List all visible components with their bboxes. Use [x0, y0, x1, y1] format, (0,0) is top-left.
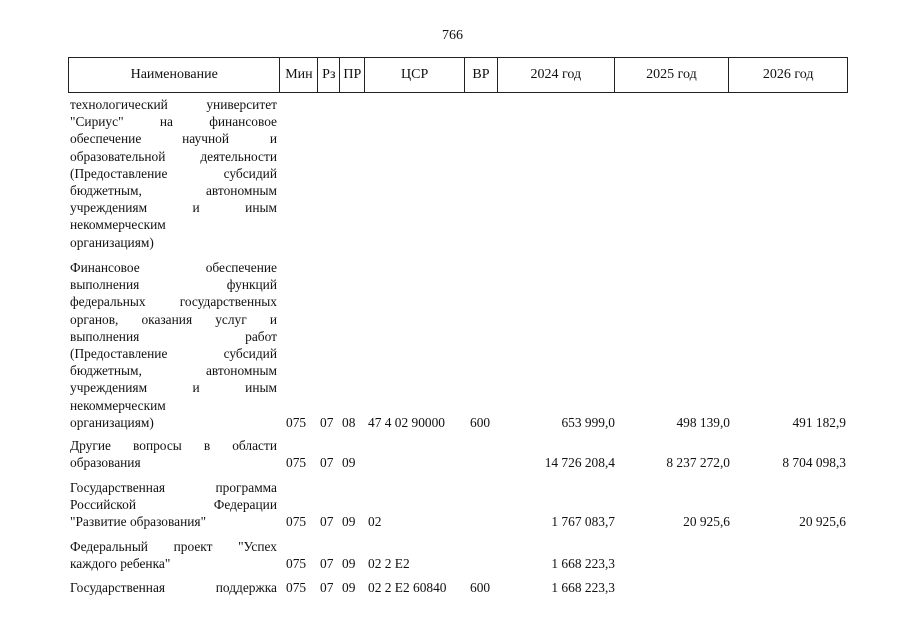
name-line: обеспечение научной и — [70, 131, 277, 147]
name-line: Государственная поддержка — [70, 580, 277, 595]
name-line: органов, оказания услуг и — [70, 311, 277, 327]
name-line: "Сириус" на финансовое — [70, 114, 277, 130]
cell-2025: 498 139,0 — [676, 414, 730, 430]
cell-csr: 02 2 Е2 — [368, 556, 410, 572]
cell-min: 075 — [286, 414, 307, 430]
name-line: федеральных государственных — [70, 294, 277, 310]
name-line: учреждениям и иным — [70, 200, 277, 216]
row-name — [70, 579, 277, 596]
header-pr: ПР — [340, 58, 365, 92]
name-line: учреждениям и иным — [70, 380, 277, 396]
name-line: организациям) — [70, 414, 154, 430]
header-rz: Рз — [318, 58, 340, 92]
header-2024: 2024 год — [498, 58, 615, 92]
header-2025: 2025 год — [615, 58, 730, 92]
cell-min: 075 — [286, 514, 307, 530]
name-line: образования — [70, 455, 141, 471]
row-name — [70, 259, 277, 431]
row-name — [70, 437, 277, 471]
cell-pr: 09 — [342, 580, 356, 595]
cell-min: 075 — [286, 556, 307, 572]
cell-min: 075 — [286, 580, 307, 595]
row-name — [70, 479, 277, 531]
header-min: Мин — [280, 58, 318, 92]
cell-pr: 09 — [342, 514, 356, 530]
name-line: Государственная программа — [70, 480, 277, 495]
name-line: (Предоставление субсидий — [70, 346, 277, 362]
cell-csr: 02 — [368, 514, 382, 530]
cell-pr: 09 — [342, 556, 356, 572]
header-name: Наименование — [69, 58, 280, 92]
cell-pr: 09 — [342, 455, 356, 471]
name-line: некоммерческим — [70, 397, 166, 413]
cell-vr: 600 — [470, 414, 491, 430]
cell-rz: 07 — [320, 556, 334, 572]
name-line: образовательной деятельности — [70, 148, 277, 164]
cell-pr: 08 — [342, 414, 356, 430]
cell-2024: 14 726 208,4 — [544, 455, 615, 471]
name-line: выполнения функций — [70, 277, 277, 293]
cell-rz: 07 — [320, 514, 334, 530]
cell-rz: 07 — [320, 455, 334, 471]
row-name — [70, 538, 277, 572]
cell-2024: 1 668 223,3 — [551, 556, 615, 572]
name-line: Российской Федерации — [70, 497, 277, 513]
name-line: технологический университет — [70, 97, 277, 112]
cell-csr: 02 2 Е2 60840 — [368, 580, 447, 595]
row-name — [70, 96, 277, 251]
table-header — [68, 57, 848, 93]
cell-rz: 07 — [320, 580, 334, 595]
header-vr: ВР — [465, 58, 498, 92]
name-line: "Развитие образования" — [70, 514, 207, 530]
cell-2024: 1 767 083,7 — [551, 514, 615, 530]
cell-vr: 600 — [470, 580, 491, 595]
name-line: (Предоставление субсидий — [70, 165, 277, 181]
cell-2026: 20 925,6 — [799, 514, 846, 530]
name-line: Другие вопросы в области — [70, 438, 277, 453]
name-line: бюджетным, автономным — [70, 183, 277, 199]
name-line: организациям) — [70, 234, 154, 250]
header-csr: ЦСР — [365, 58, 465, 92]
name-line: некоммерческим — [70, 217, 166, 233]
name-line: каждого ребенка" — [70, 556, 171, 572]
header-2026: 2026 год — [762, 67, 814, 82]
cell-2026: 8 704 098,3 — [782, 455, 846, 471]
page-number: 766 — [442, 28, 463, 43]
name-line: выполнения работ — [70, 328, 277, 344]
cell-2025: 20 925,6 — [683, 514, 730, 530]
name-line: Финансовое обеспечение — [70, 260, 277, 275]
cell-min: 075 — [286, 455, 307, 471]
cell-rz: 07 — [320, 414, 334, 430]
cell-2024: 1 668 223,3 — [551, 580, 615, 595]
cell-2024: 653 999,0 — [561, 414, 615, 430]
name-line: бюджетным, автономным — [70, 363, 277, 379]
cell-2025: 8 237 272,0 — [666, 455, 730, 471]
name-line: Федеральный проект "Успех — [70, 539, 277, 554]
cell-csr: 47 4 02 90000 — [368, 414, 445, 430]
cell-2026: 491 182,9 — [792, 414, 846, 430]
